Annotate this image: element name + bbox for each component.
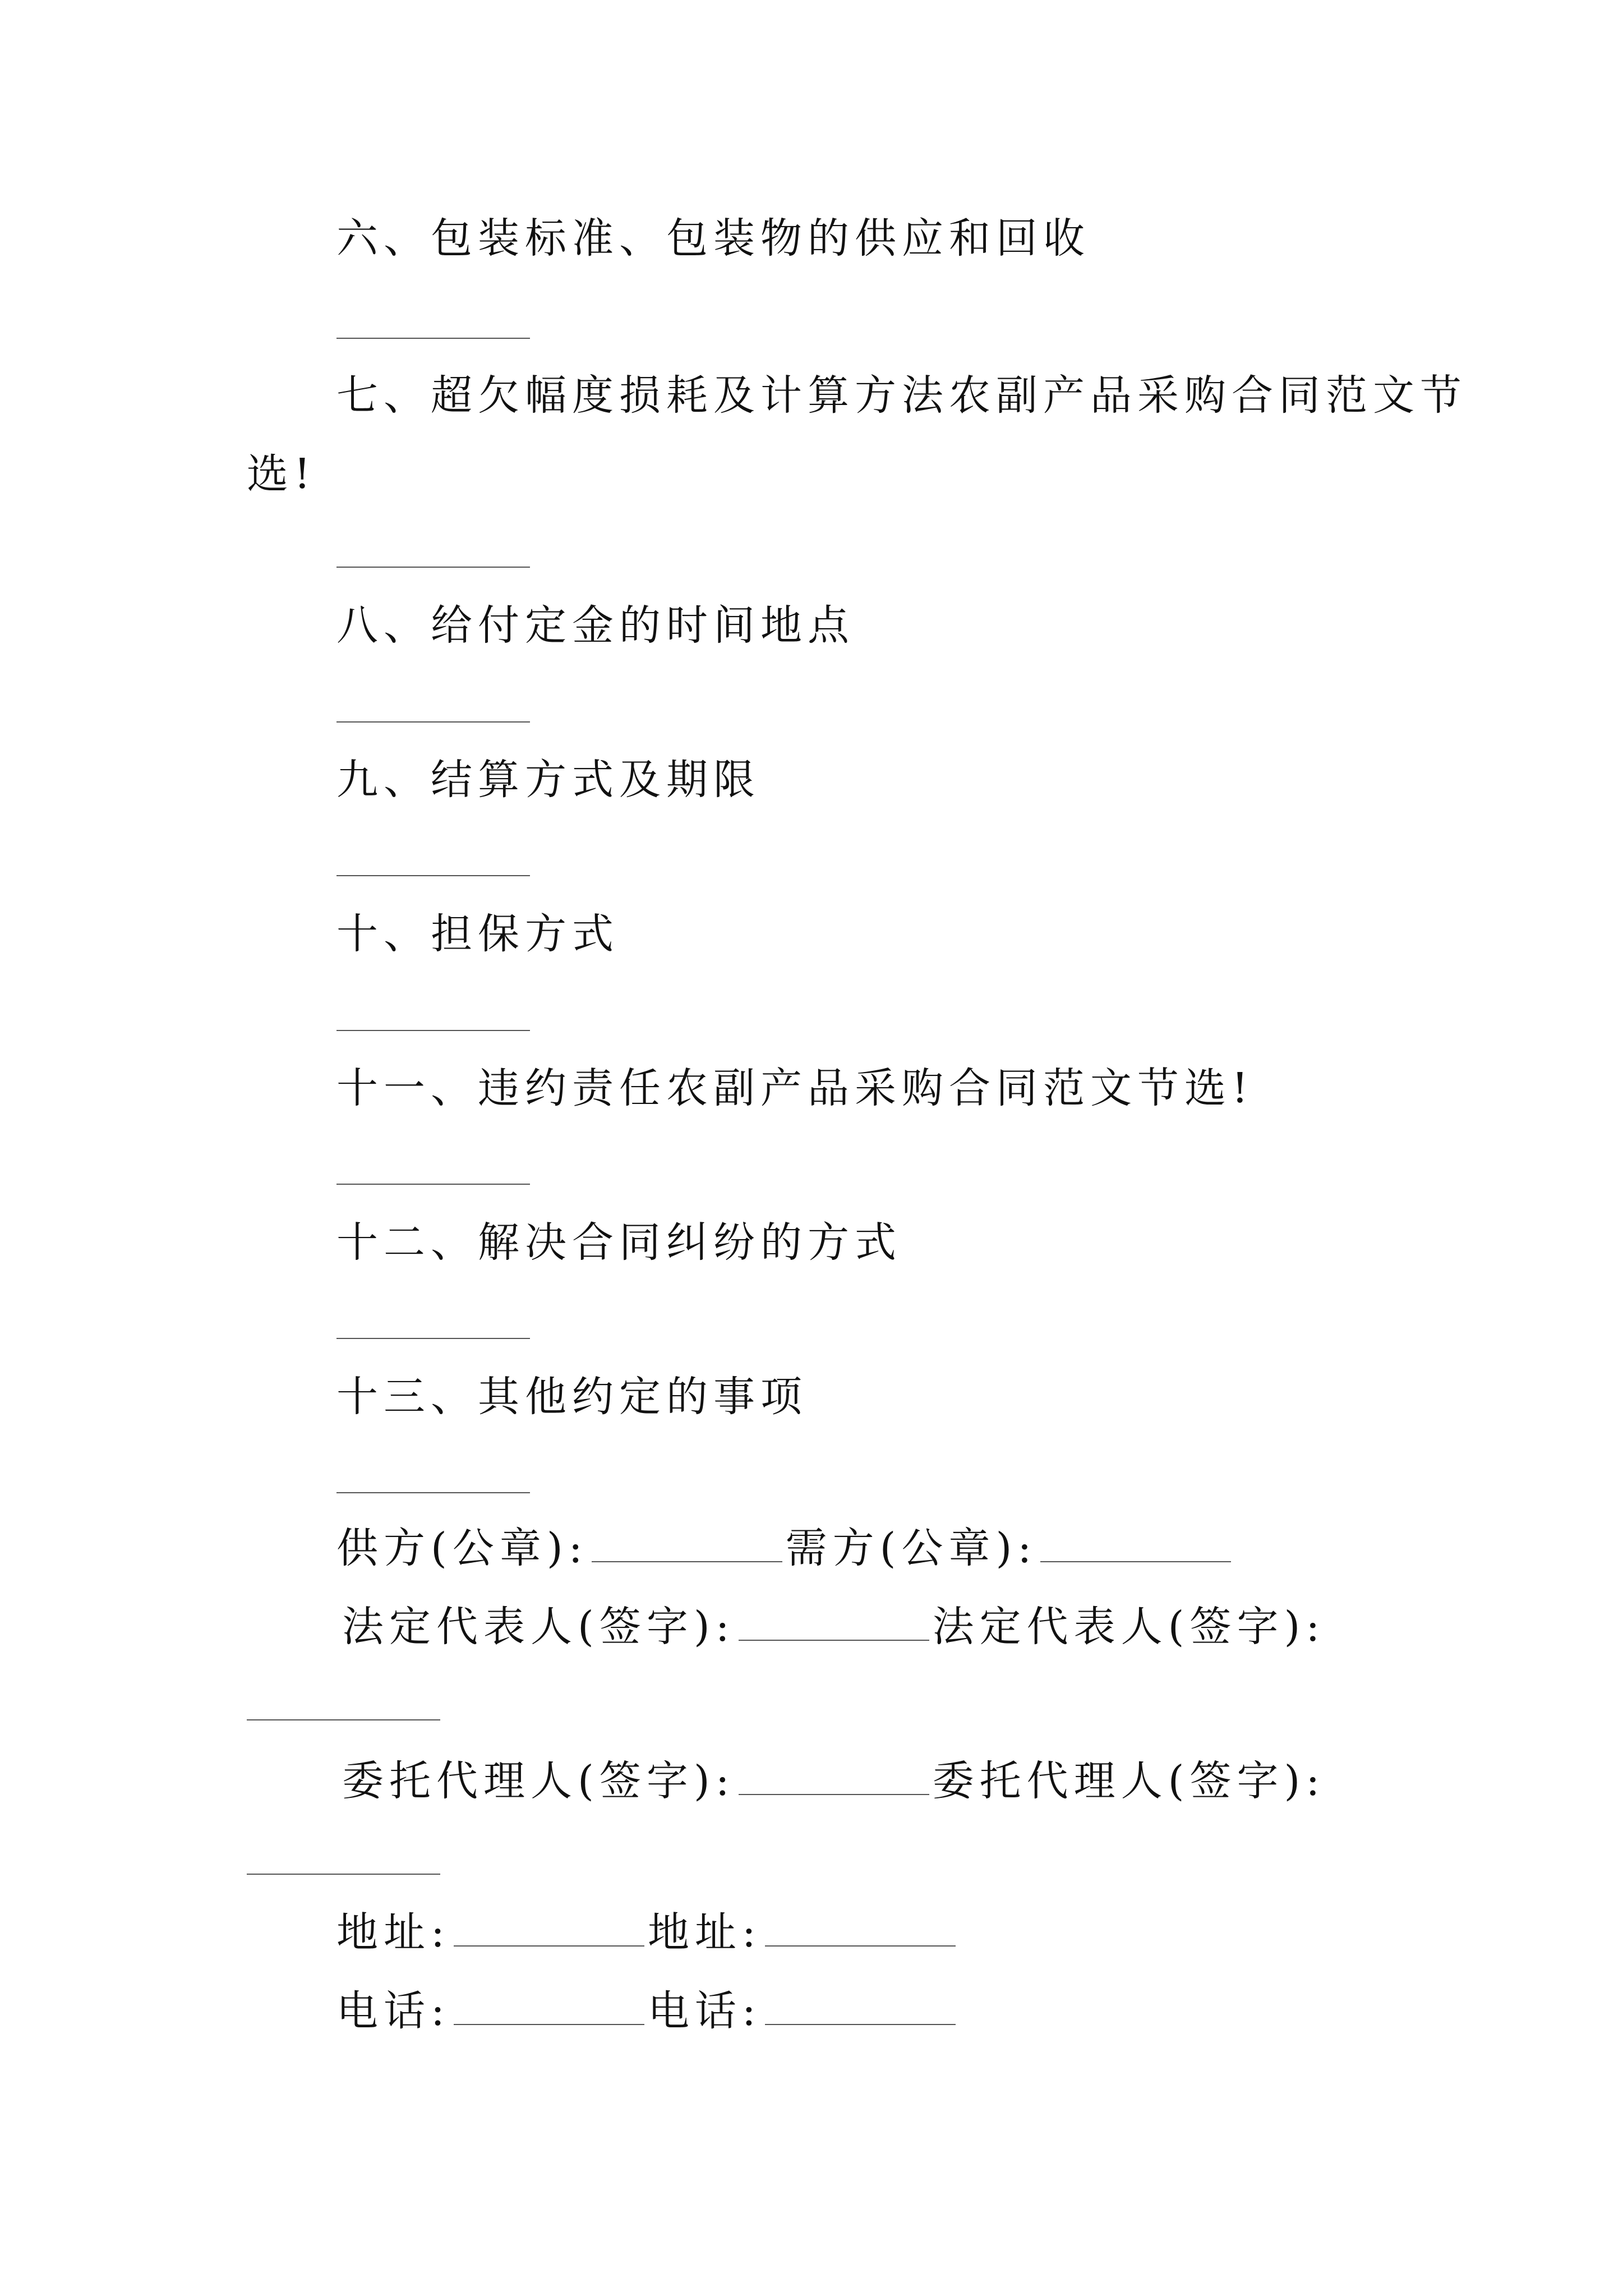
section-heading: 七、超欠幅度损耗及计算方法农副产品采购合同范文节 (336, 371, 1467, 420)
section-heading: 六、包装标准、包装物的供应和回收 (336, 214, 1090, 263)
fill-in-blank[interactable] (336, 1030, 530, 1031)
fill-in-blank[interactable] (336, 1184, 530, 1185)
address-buyer-blank[interactable] (765, 1914, 956, 1947)
fill-in-blank[interactable] (336, 875, 530, 876)
signature-row-seal (336, 1523, 1234, 1573)
section-heading: 十三、其他约定的事项 (336, 1373, 808, 1421)
agent-buyer-blank[interactable] (247, 1874, 440, 1875)
fill-in-blank[interactable] (336, 567, 530, 568)
section-heading: 十、担保方式 (336, 910, 619, 958)
agent-supplier-blank[interactable] (739, 1763, 929, 1795)
fill-in-blank[interactable] (336, 1338, 530, 1339)
legal-rep-supplier-blank[interactable] (739, 1608, 929, 1641)
agent-buyer-label: 委托代理人(签字): (932, 1757, 1326, 1805)
legal-rep-buyer-label: 法定代表人(签字): (932, 1603, 1326, 1651)
signature-row-agent (342, 1756, 1325, 1806)
supplier-seal-label: 供方(公章): (336, 1524, 588, 1572)
address-buyer-label: 地址: (647, 1908, 762, 1957)
supplier-seal-blank[interactable] (592, 1530, 782, 1562)
buyer-seal-blank[interactable] (1040, 1530, 1231, 1562)
agent-supplier-label: 委托代理人(签字): (342, 1757, 735, 1805)
phone-buyer-label: 电话: (647, 1987, 762, 2035)
fill-in-blank[interactable] (336, 338, 530, 339)
signature-row-phone (336, 1986, 959, 2036)
phone-buyer-blank[interactable] (765, 1993, 956, 2025)
section-heading: 十一、违约责任农副产品采购合同范文节选! (336, 1064, 1254, 1112)
section-heading: 九、结算方式及期限 (336, 756, 760, 804)
section-heading-continuation: 选! (247, 450, 316, 498)
signature-row-legal-rep (342, 1602, 1325, 1652)
address-supplier-label: 地址: (336, 1908, 450, 1957)
phone-supplier-blank[interactable] (454, 1993, 644, 2025)
buyer-seal-label: 需方(公章): (785, 1524, 1038, 1572)
address-supplier-blank[interactable] (454, 1914, 644, 1947)
fill-in-blank[interactable] (336, 1492, 530, 1493)
fill-in-blank[interactable] (336, 721, 530, 723)
legal-rep-supplier-label: 法定代表人(签字): (342, 1603, 735, 1651)
phone-supplier-label: 电话: (336, 1987, 450, 2035)
legal-rep-buyer-blank[interactable] (247, 1719, 440, 1720)
signature-row-address (336, 1907, 959, 1958)
section-heading: 十二、解决合同纠纷的方式 (336, 1218, 902, 1267)
section-heading: 八、给付定金的时间地点 (336, 601, 855, 650)
